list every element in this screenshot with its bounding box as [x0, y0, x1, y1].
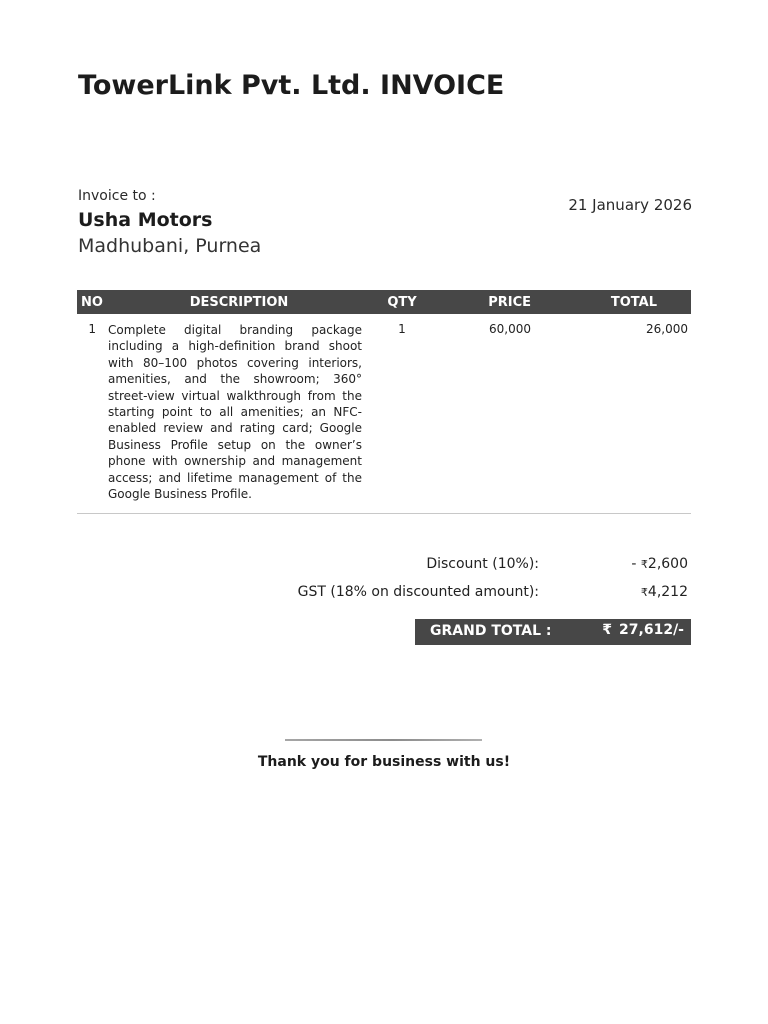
- client-name: Usha Motors: [78, 209, 213, 231]
- signature-line: [285, 739, 482, 741]
- discount-prefix: -: [631, 556, 641, 572]
- table-row: [77, 314, 691, 514]
- invoice-title: TowerLink Pvt. Ltd. INVOICE: [78, 70, 505, 101]
- row-total: 26,000: [533, 314, 691, 514]
- rupee-icon: ₹: [640, 586, 648, 599]
- row-price: 60,000: [433, 314, 533, 514]
- row-description: Complete digital branding package including a high-definition brand shoot with 80–100 photos covering interiors, amenities, and the showroom; 360° street-view virtual walkthrough from the starting point to all amenities; an NFC-enabled review and rating card; Google Business Profile setup on the owner’s phone with ownership and management access; and lifetime management of the Google Business Profile.: [107, 314, 371, 514]
- bill-to-block: [78, 187, 398, 259]
- rupee-icon: ₹: [602, 622, 613, 638]
- column-header-total: TOTAL: [533, 290, 691, 314]
- row-number: 1: [77, 314, 107, 514]
- line-items-table: [77, 290, 691, 514]
- discount-label: Discount (10%):: [426, 556, 539, 572]
- discount-row: [200, 556, 688, 576]
- table-header-row: [77, 290, 691, 314]
- discount-value: [631, 556, 688, 572]
- rupee-icon: ₹: [640, 558, 648, 571]
- column-header-qty: QTY: [371, 290, 433, 314]
- bill-to-label: Invoice to :: [78, 188, 156, 204]
- client-address: Madhubani, Purnea: [78, 235, 262, 257]
- grand-total-label: GRAND TOTAL :: [430, 623, 552, 639]
- thank-you-note: Thank you for business with us!: [257, 754, 511, 770]
- grand-total-amount: 27,612/-: [619, 622, 684, 638]
- grand-total-bar: [415, 619, 691, 645]
- gst-amount: 4,212: [647, 584, 688, 600]
- column-header-description: DESCRIPTION: [107, 290, 371, 314]
- grand-total-value: [602, 622, 684, 638]
- column-header-no: NO: [77, 290, 107, 314]
- column-header-price: PRICE: [433, 290, 533, 314]
- row-qty: 1: [371, 314, 433, 514]
- invoice-date: 21 January 2026: [568, 196, 692, 214]
- gst-label: GST (18% on discounted amount):: [297, 584, 539, 600]
- gst-value: [641, 584, 688, 600]
- discount-amount: 2,600: [647, 556, 688, 572]
- gst-row: [200, 584, 688, 604]
